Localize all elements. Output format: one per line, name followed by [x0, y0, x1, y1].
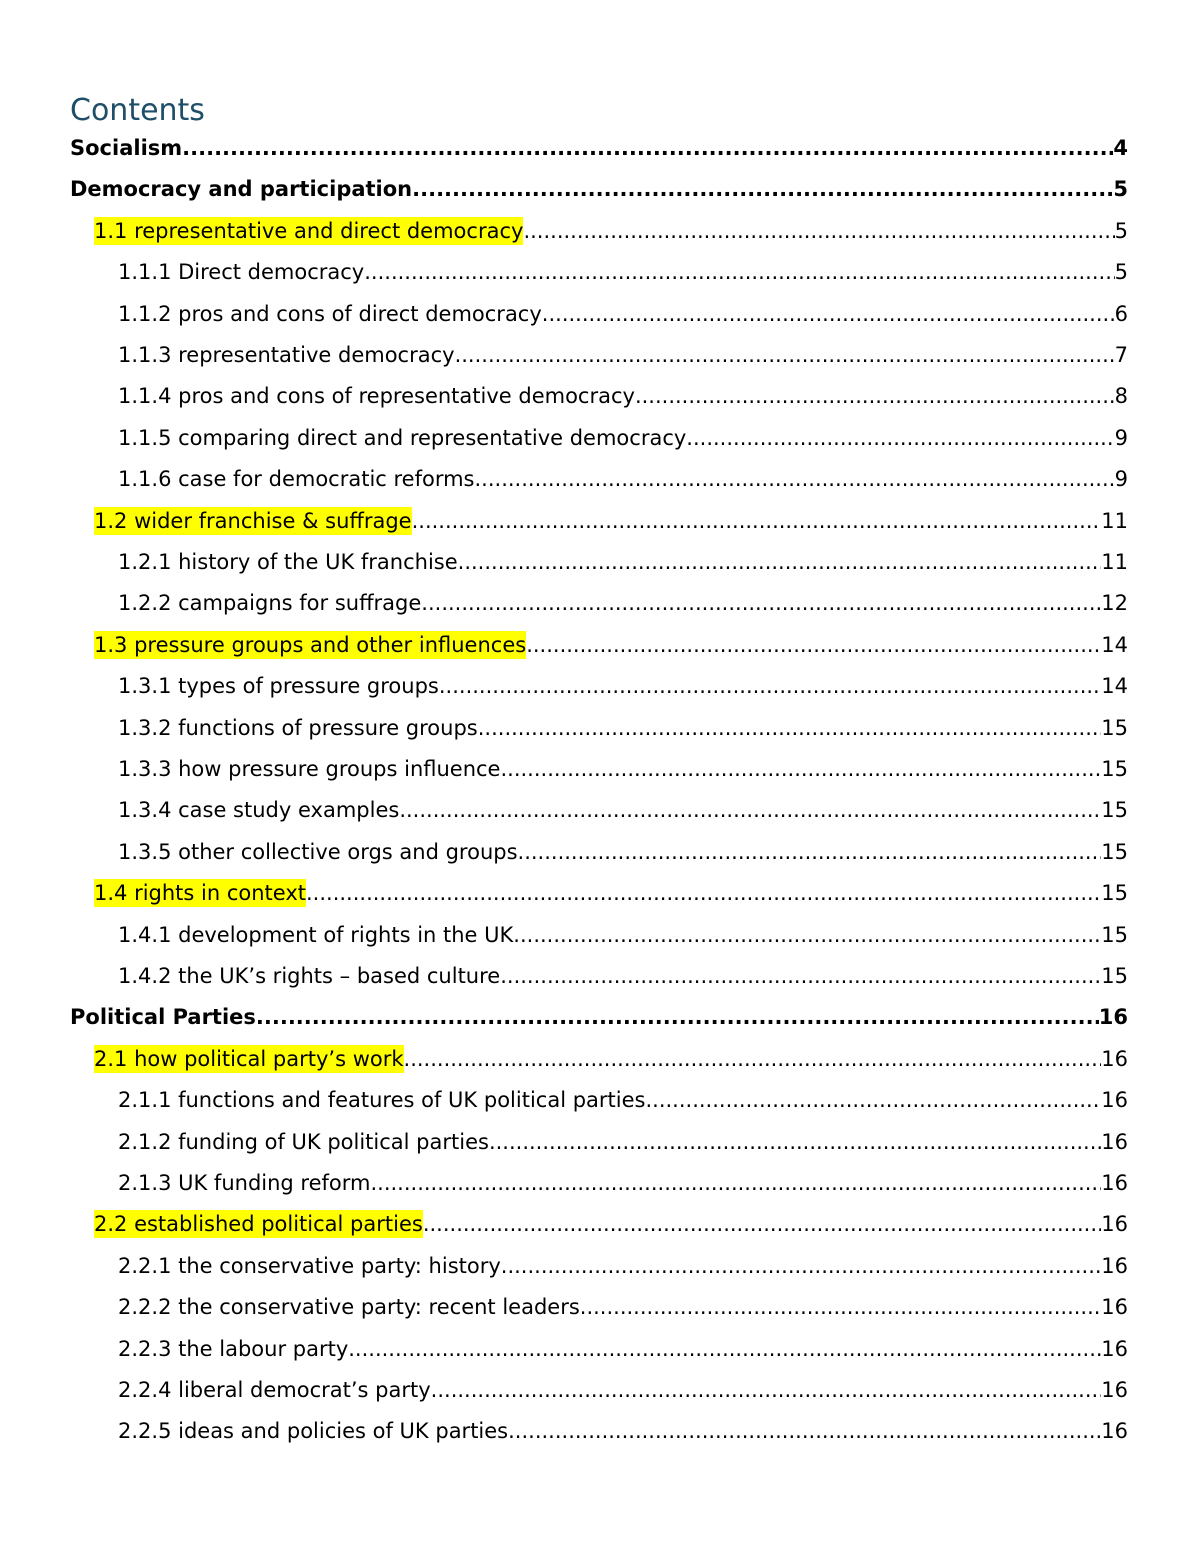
toc-entry[interactable]	[118, 962, 1128, 990]
toc-entry[interactable]	[70, 134, 1128, 162]
toc-page-number: 11	[1101, 550, 1128, 574]
toc-dot-leader	[489, 1128, 1101, 1156]
toc-entry-label: 2.2.3 the labour party	[118, 1336, 349, 1361]
toc-dot-leader	[421, 589, 1101, 617]
toc-dot-leader	[404, 1045, 1102, 1073]
toc-entry-label: 1.3.1 types of pressure groups	[118, 674, 439, 699]
toc-entry-label: 1.1 representative and direct democracy	[94, 218, 524, 243]
toc-page-number: 16	[1101, 1046, 1128, 1071]
toc-entry[interactable]	[118, 921, 1128, 949]
toc-entry[interactable]	[118, 714, 1128, 742]
toc-entry[interactable]	[94, 631, 1128, 659]
toc-entry-label: 1.1.4 pros and cons of representative democracy	[118, 384, 635, 409]
toc-dot-leader	[523, 217, 1114, 245]
toc-page-number: 5	[1114, 260, 1128, 285]
toc-entry-label: 2.1.3 UK funding reform	[118, 1171, 371, 1195]
toc-entry-label: 2.2.2 the conservative party: recent leaders	[118, 1295, 580, 1320]
toc-page-number: 5	[1114, 218, 1128, 243]
toc-entry-label: 1.2.1 history of the UK franchise	[118, 550, 458, 574]
toc-entry-label: 1.1.6 case for democratic reforms	[118, 467, 475, 492]
toc-dot-leader	[256, 1003, 1099, 1031]
toc-page-number: 15	[1101, 881, 1128, 906]
toc-entry[interactable]	[118, 1293, 1128, 1321]
toc-entry-label: 2.2.5 ideas and policies of UK parties	[118, 1419, 509, 1444]
toc-page-number: 16	[1101, 1129, 1128, 1154]
toc-dot-leader	[526, 631, 1101, 659]
toc-dot-leader	[431, 1376, 1102, 1404]
toc-entry[interactable]	[118, 589, 1128, 617]
toc-dot-leader	[423, 1210, 1101, 1238]
toc-entry-label: 1.4 rights in context	[94, 881, 306, 906]
toc-entry-label: 1.1.1 Direct democracy	[118, 260, 365, 285]
toc-entry[interactable]	[94, 217, 1128, 245]
toc-page-number: 16	[1101, 1295, 1128, 1320]
toc-page-number: 5	[1113, 177, 1128, 202]
toc-page-number: 4	[1113, 136, 1128, 160]
toc-dot-leader	[580, 1293, 1101, 1321]
toc-entry-label: 2.1.1 functions and features of UK political parties	[118, 1088, 646, 1113]
toc-entry[interactable]	[118, 1128, 1128, 1156]
toc-entry-label: 1.1.2 pros and cons of direct democracy	[118, 301, 542, 326]
toc-page-number: 16	[1101, 1336, 1128, 1361]
toc-dot-leader	[501, 1252, 1101, 1280]
toc-entry[interactable]	[94, 1045, 1128, 1073]
toc-page-number: 15	[1101, 964, 1128, 988]
toc-entry-label: Democracy and participation	[70, 177, 413, 202]
toc-page-number: 16	[1101, 1378, 1128, 1402]
toc-dot-leader	[645, 1086, 1101, 1114]
toc-entry-label: 1.3.3 how pressure groups influence	[118, 757, 501, 781]
toc-dot-leader	[518, 838, 1102, 866]
toc-dot-leader	[686, 424, 1114, 452]
toc-entry[interactable]	[118, 382, 1128, 410]
toc-page-number: 9	[1114, 467, 1128, 492]
toc-dot-leader	[475, 465, 1115, 493]
toc-entry-label: 2.1.2 funding of UK political parties	[118, 1129, 489, 1154]
toc-entry-label: 2.2.1 the conservative party: history	[118, 1253, 501, 1278]
toc-dot-leader	[412, 175, 1113, 203]
toc-page-number: 16	[1101, 1212, 1128, 1237]
toc-dot-leader	[478, 714, 1102, 742]
toc-page-number: 15	[1101, 757, 1128, 781]
toc-entry[interactable]	[118, 341, 1128, 369]
toc-entry-label: Socialism	[70, 136, 183, 160]
toc-page-number: 15	[1101, 922, 1128, 947]
toc-entry-label: 1.3.2 functions of pressure groups	[118, 715, 478, 740]
toc-page-number: 6	[1114, 301, 1128, 326]
toc-dot-leader	[635, 382, 1115, 410]
toc-dot-leader	[500, 755, 1101, 783]
toc-page-number: 12	[1101, 591, 1128, 616]
toc-dot-leader	[458, 548, 1102, 576]
toc-entry-label: 2.2.4 liberal democrat’s party	[118, 1378, 431, 1402]
toc-entry-label: 1.2.2 campaigns for suffrage	[118, 591, 422, 616]
toc-page-number: 11	[1101, 508, 1128, 533]
toc-entry-label: 1.3 pressure groups and other influences	[94, 632, 527, 657]
toc-page-number: 16	[1101, 1253, 1128, 1278]
toc-dot-leader	[513, 921, 1101, 949]
toc-entry[interactable]	[70, 1003, 1128, 1031]
toc-page-number: 16	[1101, 1419, 1128, 1444]
toc-dot-leader	[542, 300, 1115, 328]
toc-entry-label: 1.2 wider franchise & suffrage	[94, 508, 412, 533]
toc-page-number: 7	[1114, 343, 1128, 367]
toc-entry[interactable]	[118, 1169, 1128, 1197]
contents-heading: Contents	[70, 93, 205, 128]
toc-entry[interactable]	[118, 465, 1128, 493]
toc-entry[interactable]	[118, 1376, 1128, 1404]
toc-dot-leader	[500, 962, 1101, 990]
toc-entry[interactable]	[118, 1335, 1128, 1363]
toc-entry[interactable]	[70, 175, 1128, 203]
toc-dot-leader	[348, 1335, 1101, 1363]
toc-entry[interactable]	[118, 838, 1128, 866]
toc-entry[interactable]	[118, 300, 1128, 328]
toc-entry-label: 1.3.5 other collective orgs and groups	[118, 839, 518, 864]
toc-entry[interactable]	[118, 1086, 1128, 1114]
toc-entry[interactable]	[118, 796, 1128, 824]
toc-entry[interactable]	[118, 755, 1128, 783]
toc-entry-label: 1.3.4 case study examples	[118, 798, 400, 823]
toc-dot-leader	[412, 507, 1102, 535]
toc-entry[interactable]	[118, 258, 1128, 286]
toc-dot-leader	[370, 1169, 1101, 1197]
toc-dot-leader	[399, 796, 1101, 824]
toc-entry-label: 1.4.1 development of rights in the UK	[118, 922, 514, 947]
toc-entry[interactable]	[118, 548, 1128, 576]
toc-page-number: 16	[1101, 1088, 1128, 1113]
toc-page-number: 8	[1114, 384, 1128, 409]
toc-entry[interactable]	[94, 1210, 1128, 1238]
toc-dot-leader	[508, 1417, 1101, 1445]
toc-dot-leader	[306, 879, 1101, 907]
toc-dot-leader	[439, 672, 1101, 700]
toc-page-number: 16	[1098, 1005, 1128, 1030]
toc-entry[interactable]	[118, 672, 1128, 700]
toc-page-number: 9	[1114, 425, 1128, 450]
toc-page-number: 15	[1101, 715, 1128, 740]
toc-dot-leader	[455, 341, 1115, 369]
toc-entry[interactable]	[118, 424, 1128, 452]
toc-entry-label: Political Parties	[70, 1005, 256, 1030]
toc-entry[interactable]	[94, 507, 1128, 535]
toc-entry[interactable]	[118, 1252, 1128, 1280]
toc-entry-label: 1.4.2 the UK’s rights – based culture	[118, 964, 501, 988]
toc-entry-label: 1.1.5 comparing direct and representative democracy	[118, 425, 687, 450]
toc-page-number: 15	[1101, 839, 1128, 864]
toc-entry-label: 2.2 established political parties	[94, 1212, 423, 1237]
toc-entry[interactable]	[118, 1417, 1128, 1445]
toc-page-number: 14	[1101, 632, 1128, 657]
toc-entry-label: 2.1 how political party’s work	[94, 1046, 404, 1071]
toc-entry[interactable]	[94, 879, 1128, 907]
toc-page-number: 14	[1101, 674, 1128, 699]
toc-entry-label: 1.1.3 representative democracy	[118, 343, 455, 367]
toc-dot-leader	[364, 258, 1114, 286]
toc-dot-leader	[182, 134, 1113, 162]
toc-page-number: 16	[1101, 1171, 1128, 1195]
toc-page-number: 15	[1101, 798, 1128, 823]
